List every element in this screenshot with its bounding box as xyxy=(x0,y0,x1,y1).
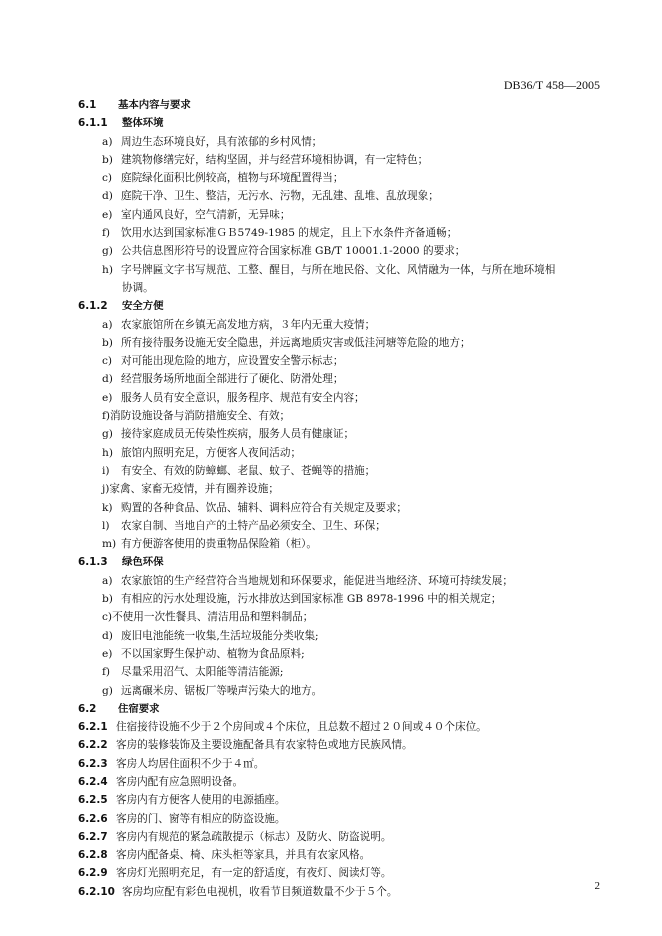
clause-item xyxy=(78,718,600,736)
list-item-text: 远离碾米房、锯板厂等噪声污染大的地方。 xyxy=(121,684,323,697)
list-item-text: 对可能出现危险的地方，应设置安全警示标志； xyxy=(121,355,344,368)
list-marker: b) xyxy=(102,153,113,166)
list-item-text: 周边生态环境良好，具有浓郁的乡村风情； xyxy=(121,135,323,148)
list-item-text: 室内通风良好，空气清新，无异味； xyxy=(121,208,291,221)
list-item xyxy=(78,572,600,590)
list-marker: e) xyxy=(102,647,113,660)
list-item-continuation: 协调。 xyxy=(122,281,154,294)
list-item-text: 尽量采用沼气、太阳能等清洁能源; xyxy=(121,666,284,679)
list-item xyxy=(78,590,600,608)
clause-text: 客房内配有应急照明设备。 xyxy=(116,775,244,788)
list-item xyxy=(78,224,600,242)
section-number: 6.1.1 xyxy=(78,117,108,130)
list-item-text: 废旧电池能统一收集,生活垃圾能分类收集; xyxy=(121,629,319,642)
clause-text: 客房的装修装饰及主要设施配备具有农家特色或地方民族风情。 xyxy=(116,739,413,752)
clause-item xyxy=(78,846,600,864)
list-marker: e) xyxy=(102,391,113,404)
list-marker: h) xyxy=(102,446,113,459)
list-marker: g) xyxy=(102,684,113,697)
clause-number: 6.2.10 xyxy=(78,885,115,898)
list-item-text: 有方便游客使用的贵重物品保险箱（柜）。 xyxy=(121,538,317,551)
list-marker: g) xyxy=(102,428,113,441)
list-item-text: 公共信息图形符号的设置应符合国家标准 GB/T 10001.1-2000 的要求； xyxy=(121,245,466,258)
clause-number: 6.2.3 xyxy=(78,757,108,770)
section-title: 住宿要求 xyxy=(118,702,160,715)
list-item-text: 字号牌匾文字书写规范、工整、醒目，与所在地民俗、文化、风情融为一体，与所在地环境相 xyxy=(121,263,556,276)
page-number: 2 xyxy=(594,880,600,892)
list-item xyxy=(78,480,600,498)
list-item xyxy=(78,151,600,169)
list-item-text: 旅馆内照明充足，方便客人夜间活动； xyxy=(121,446,302,459)
list-item-text: 农家旅馆的生产经营符合当地规划和环保要求，能促进当地经济、环境可持续发展； xyxy=(121,574,513,587)
list-item xyxy=(78,242,600,260)
clause-text: 客房内有规范的紧急疏散提示（标志）及防火、防盗说明。 xyxy=(116,830,392,843)
list-marker: g) xyxy=(102,245,113,258)
clause-item xyxy=(78,883,600,901)
list-item-text: c)不使用一次性餐具、清洁用品和塑料制品； xyxy=(102,611,314,624)
list-item xyxy=(78,334,600,352)
section-title: 整体环境 xyxy=(122,117,164,130)
clause-item xyxy=(78,773,600,791)
list-marker: b) xyxy=(102,593,113,606)
clause-item xyxy=(78,736,600,754)
list-item xyxy=(78,444,600,462)
list-item-text: 建筑物修缮完好，结构坚固，并与经营环境相协调，有一定特色； xyxy=(121,153,429,166)
list-item-text: 不以国家野生保护动、植物为食品原料; xyxy=(121,647,305,660)
clause-number: 6.2.4 xyxy=(78,775,108,788)
clause-number: 6.2.6 xyxy=(78,812,108,825)
clause-text: 客房的门、窗等有相应的防盗设施。 xyxy=(116,812,286,825)
list-item xyxy=(78,261,600,279)
list-item xyxy=(78,608,600,626)
list-item xyxy=(78,316,600,334)
clause-text: 客房均应配有彩色电视机，收看节目频道数量不少于５个。 xyxy=(122,885,398,898)
list-item-text: 所有接待服务设施无安全隐患，并远离地质灾害或低洼河塘等危险的地方； xyxy=(121,336,471,349)
list-item-text: 经营服务场所地面全部进行了硬化、防滑处理； xyxy=(121,373,344,386)
section-6-1-1-heading xyxy=(78,114,600,132)
list-marker: d) xyxy=(102,629,113,642)
section-title: 安全方便 xyxy=(122,300,164,313)
list-item xyxy=(78,645,600,663)
section-title: 基本内容与要求 xyxy=(118,99,191,111)
clause-item xyxy=(78,755,600,773)
section-6-1-heading xyxy=(78,96,600,114)
list-marker: b) xyxy=(102,336,113,349)
clause-number: 6.2.7 xyxy=(78,830,108,843)
list-item xyxy=(78,187,600,205)
list-item-text: 接待家庭成员无传染性疾病，服务人员有健康证； xyxy=(121,428,355,441)
list-item xyxy=(78,627,600,645)
section-6-1-3-heading xyxy=(78,553,600,571)
section-number: 6.1.3 xyxy=(78,556,108,569)
list-item xyxy=(78,206,600,224)
list-item xyxy=(78,499,600,517)
list-item xyxy=(78,535,600,553)
clause-item xyxy=(78,810,600,828)
clause-number: 6.2.2 xyxy=(78,739,108,752)
list-item xyxy=(78,682,600,700)
section-number: 6.1 xyxy=(78,99,97,111)
section-6-2-heading xyxy=(78,700,600,718)
list-item-text: 庭院干净、卫生、整洁，无污水、污物，无乱建、乱堆、乱放现象； xyxy=(121,190,439,203)
list-item-text: 饮用水达到国家标准ＧＢ5749-1985 的规定，且上下水条件齐备通畅； xyxy=(121,227,458,240)
list-marker: d) xyxy=(102,190,113,203)
section-number: 6.2 xyxy=(78,702,97,715)
document-code-header: DB36/T 458—2005 xyxy=(503,78,600,92)
list-item-text: 庭院绿化面积比例较高，植物与环境配置得当； xyxy=(121,172,344,185)
section-number: 6.1.2 xyxy=(78,300,108,313)
clause-number: 6.2.8 xyxy=(78,849,108,862)
list-item-text: 服务人员有安全意识，服务程序、规范有安全内容； xyxy=(121,391,365,404)
list-marker: e) xyxy=(102,208,113,221)
list-item-text: f)消防设施设备与消防措施安全、有效； xyxy=(102,410,291,423)
document-body xyxy=(78,96,600,901)
clause-text: 客房内配备桌、椅、床头柜等家具，并具有农家风格。 xyxy=(116,849,371,862)
list-item-text: j)家禽、家畜无疫情，并有圈养设施； xyxy=(102,483,279,496)
list-item-text: 农家旅馆所在乡镇无高发地方病，３年内无重大疫情； xyxy=(121,318,376,331)
list-marker: d) xyxy=(102,373,113,386)
list-item-text: 购置的各种食品、饮品、辅料、调料应符合有关规定及要求； xyxy=(121,501,408,514)
list-item-text: 有安全、有效的防蟑螂、老鼠、蚊子、苍蝇等的措施； xyxy=(121,464,376,477)
list-marker: i) xyxy=(102,464,110,477)
list-marker: a) xyxy=(102,135,113,148)
list-item xyxy=(78,169,600,187)
list-marker: c) xyxy=(102,355,113,368)
section-title: 绿色环保 xyxy=(122,556,164,569)
list-marker: l) xyxy=(102,519,110,532)
list-item xyxy=(78,663,600,681)
list-item xyxy=(78,517,600,535)
list-item xyxy=(78,389,600,407)
list-item xyxy=(78,370,600,388)
list-marker: k) xyxy=(102,501,113,514)
list-marker: m) xyxy=(102,538,117,551)
clause-item xyxy=(78,864,600,882)
clause-text: 客房内有方便客人使用的电源插座。 xyxy=(116,794,286,807)
clause-item xyxy=(78,791,600,809)
list-item xyxy=(78,425,600,443)
list-marker: f) xyxy=(102,666,111,679)
clause-number: 6.2.9 xyxy=(78,867,108,880)
clause-text: 客房人均居住面积不少于４㎡。 xyxy=(116,757,265,770)
list-marker: f) xyxy=(102,227,111,240)
list-item xyxy=(78,133,600,151)
list-marker: a) xyxy=(102,318,113,331)
clause-text: 客房灯光照明充足，有一定的舒适度，有夜灯、阅读灯等。 xyxy=(116,867,392,880)
clause-text: 住宿接待设施不少于２个房间或４个床位，且总数不超过２０间或４０个床位。 xyxy=(116,721,487,734)
list-item xyxy=(78,407,600,425)
list-item xyxy=(78,352,600,370)
list-marker: h) xyxy=(102,263,113,276)
section-6-1-2-heading xyxy=(78,297,600,315)
list-marker: c) xyxy=(102,172,113,185)
clause-item xyxy=(78,828,600,846)
list-item-text: 农家自制、当地自产的土特产品必须安全、卫生、环保； xyxy=(121,519,386,532)
list-marker: a) xyxy=(102,574,113,587)
clause-number: 6.2.1 xyxy=(78,721,108,734)
list-item xyxy=(78,462,600,480)
clause-number: 6.2.5 xyxy=(78,794,108,807)
list-item-text: 有相应的污水处理设施，污水排放达到国家标准 GB 8978-1996 中的相关规定； xyxy=(121,593,502,606)
